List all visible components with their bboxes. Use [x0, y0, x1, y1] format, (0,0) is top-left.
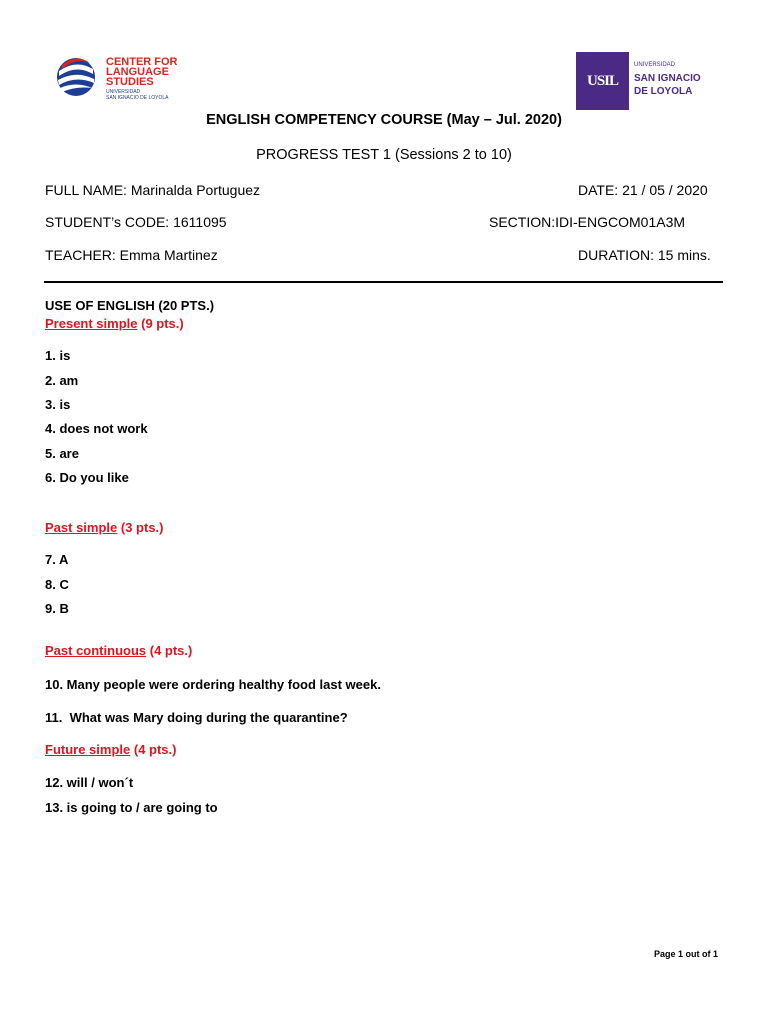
answer-4: 4. does not work: [45, 421, 148, 436]
usil-name-1: SAN IGNACIO: [634, 73, 701, 84]
logo-line-3: STUDIES: [106, 76, 154, 88]
document-title: ENGLISH COMPETENCY COURSE (May – Jul. 2020): [206, 112, 562, 128]
answer-1: 1. is: [45, 348, 71, 363]
logo-sub-2: SAN IGNACIO DE LOYOLA: [106, 95, 169, 101]
past-simple-heading: [45, 520, 164, 535]
answer-2: 2. am: [45, 373, 79, 388]
present-simple-label: Present simple: [45, 316, 138, 331]
usil-mark-text: USIL: [586, 73, 619, 89]
present-simple-pts: (9 pts.): [137, 316, 184, 331]
logo-line-1: CENTER FOR: [106, 56, 178, 68]
student-code: STUDENT’s CODE: 1611095: [45, 214, 227, 230]
usil-sub: UNIVERSIDAD: [634, 62, 676, 68]
answer-5: 5. are: [45, 446, 79, 461]
center-for-language-studies-logo: [50, 45, 194, 111]
logo-sub-1: UNIVERSIDAD: [106, 89, 141, 95]
answer-7: 7. A: [45, 552, 69, 567]
full-name: FULL NAME: Marinalda Portuguez: [45, 182, 261, 198]
answer-13: 13. is going to / are going to: [45, 800, 218, 815]
section: SECTION:IDI-ENGCOM01A3M: [489, 214, 686, 230]
document-subtitle: PROGRESS TEST 1 (Sessions 2 to 10): [256, 147, 512, 163]
section-heading: USE OF ENGLISH (20 PTS.): [45, 298, 215, 313]
past-continuous-label: Past continuous: [45, 643, 147, 658]
answer-3: 3. is: [45, 397, 71, 412]
teacher: TEACHER: Emma Martinez: [45, 247, 218, 263]
usil-logo: [576, 52, 716, 110]
answer-12: 12. will / won´t: [45, 775, 134, 790]
future-simple-heading: [45, 742, 176, 757]
past-simple-label: Past simple: [45, 520, 118, 535]
answer-9: 9. B: [45, 601, 69, 616]
present-simple-heading: [45, 316, 184, 331]
answer-11: 11. What was Mary doing during the quarantine?: [45, 710, 348, 725]
usil-name-2: DE LOYOLA: [634, 86, 693, 97]
page-number: Page 1 out of 1: [654, 949, 719, 959]
logo-line-2: LANGUAGE: [106, 66, 169, 78]
future-simple-pts: (4 pts.): [130, 742, 177, 757]
usil-mark: [576, 52, 629, 110]
answer-8: 8. C: [45, 577, 69, 592]
answer-6: 6. Do you like: [45, 470, 129, 485]
divider: [44, 281, 723, 283]
past-continuous-heading: [45, 643, 192, 658]
future-simple-label: Future simple: [45, 742, 131, 757]
date: DATE: 21 / 05 / 2020: [578, 182, 708, 198]
answer-10: 10. Many people were ordering healthy food last week.: [45, 677, 381, 692]
past-continuous-pts: (4 pts.): [146, 643, 193, 658]
duration: DURATION: 15 mins.: [578, 247, 711, 263]
past-simple-pts: (3 pts.): [117, 520, 164, 535]
